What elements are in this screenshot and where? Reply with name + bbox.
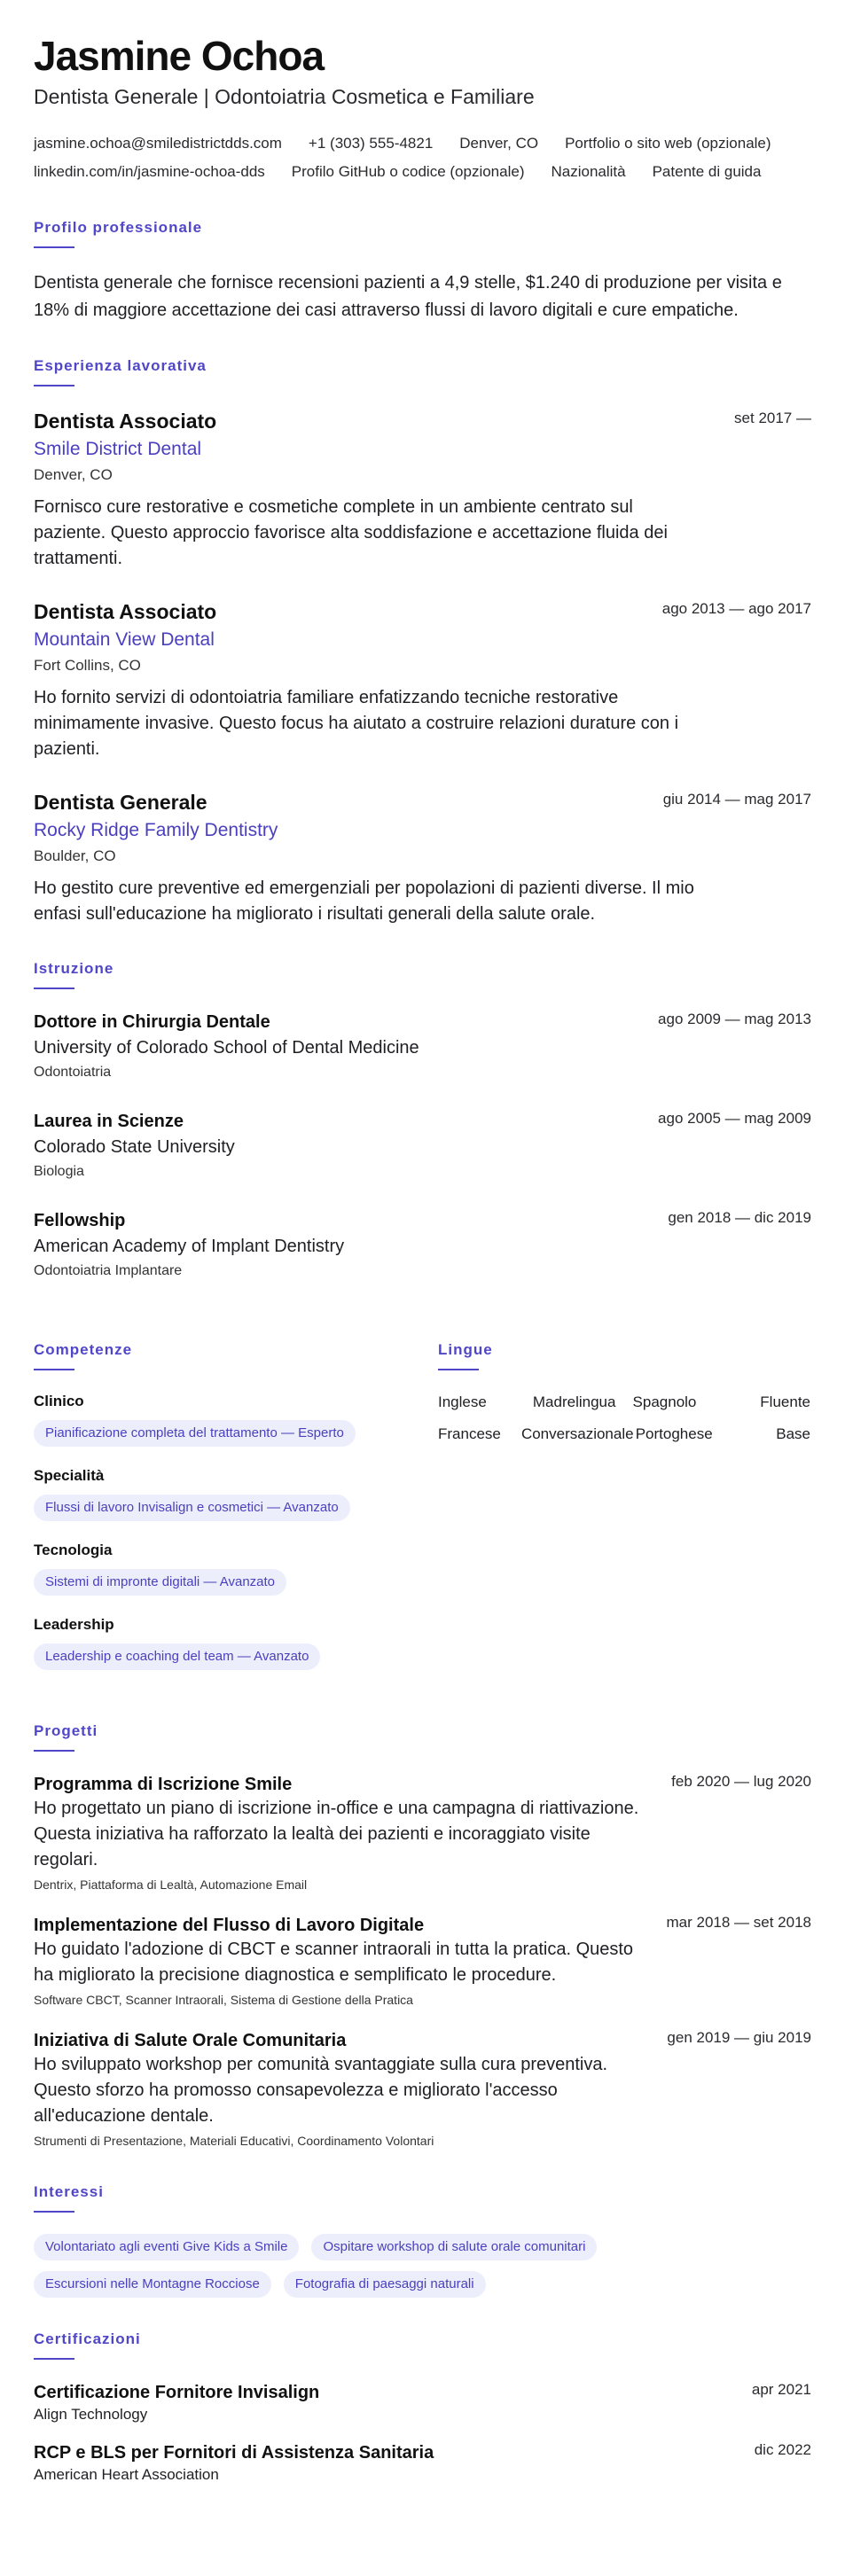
language-name: Francese — [438, 1425, 501, 1442]
skills-languages-row — [34, 1308, 811, 1690]
project-date: gen 2019 — giu 2019 — [667, 2029, 811, 2046]
education-item — [34, 1110, 811, 1183]
section-title: Istruzione — [34, 960, 114, 977]
skill-group — [34, 1541, 362, 1596]
language-name: Inglese — [438, 1393, 487, 1410]
contact-github[interactable]: Profilo GitHub o codice (opzionale) — [291, 163, 525, 180]
skills-section — [34, 1308, 362, 1690]
company-name: Mountain View Dental — [34, 629, 215, 650]
project-title: Iniziativa di Salute Orale Comunitaria — [34, 2031, 347, 2050]
job-location: Boulder, CO — [34, 847, 116, 864]
skill-category: Specialità — [34, 1467, 105, 1484]
interest-chip: Fotografia di paesaggi naturali — [284, 2271, 486, 2298]
contact-phone[interactable]: +1 (303) 555-4821 — [308, 135, 434, 152]
contact-location: Denver, CO — [459, 135, 539, 152]
section-title: Certificazioni — [34, 2330, 141, 2347]
job-description: Fornisco cure restorative e cosmetiche complete in un ambiente centrato sul paziente. Questo approccio favorisce alta soddisfazione e accettazione fluida dei trattamenti. — [34, 497, 668, 568]
language-name: Spagnolo — [632, 1393, 697, 1410]
education-item — [34, 1209, 811, 1282]
project-item — [34, 1914, 811, 2010]
school-name: Colorado State University — [34, 1137, 235, 1157]
education-date: ago 2009 — mag 2013 — [658, 1011, 811, 1027]
section-title: Progetti — [34, 1722, 98, 1739]
contact-license: Patente di guida — [652, 163, 762, 180]
job-title: Dentista Associato — [34, 410, 217, 433]
project-title: Implementazione del Flusso di Lavoro Digitale — [34, 1916, 425, 1935]
job-title: Dentista Generale — [34, 791, 207, 814]
certification-issuer: Align Technology — [34, 2406, 148, 2423]
certification-name: Certificazione Fornitore Invisalign — [34, 2383, 320, 2402]
skill-category: Tecnologia — [34, 1542, 113, 1558]
certification-date: dic 2022 — [754, 2441, 811, 2458]
language-level: Base — [776, 1425, 810, 1442]
contact-row — [34, 129, 811, 158]
interest-chip: Volontariato agli eventi Give Kids a Smile — [34, 2234, 299, 2260]
section-divider — [34, 987, 74, 989]
contact-row — [34, 158, 811, 186]
certification-date: apr 2021 — [751, 2381, 811, 2398]
section-divider — [34, 385, 74, 386]
experience-item — [34, 598, 811, 762]
experience-item — [34, 408, 811, 572]
experience-date: ago 2013 — ago 2017 — [661, 600, 811, 617]
skill-category: Clinico — [34, 1393, 84, 1409]
experience-section — [34, 356, 811, 927]
language-name: Portoghese — [635, 1425, 713, 1442]
field-of-study: Odontoiatria Implantare — [34, 1263, 183, 1278]
project-title: Programma di Iscrizione Smile — [34, 1775, 293, 1794]
certification-item — [34, 2381, 811, 2425]
contact-portfolio[interactable]: Portfolio o sito web (opzionale) — [565, 135, 771, 152]
job-location: Fort Collins, CO — [34, 657, 141, 674]
language-row — [438, 1392, 810, 1413]
candidate-name: Jasmine Ochoa — [34, 33, 325, 79]
projects-section — [34, 1721, 811, 2151]
language-level: Fluente — [760, 1393, 810, 1410]
project-tech: Dentrix, Piattaforma di Lealtà, Automazione Email — [34, 1877, 308, 1892]
skill-chip: Leadership e coaching del team — Avanzato — [34, 1643, 320, 1670]
languages-section — [438, 1308, 810, 1690]
experience-item — [34, 789, 811, 927]
degree-name: Dottore in Chirurgia Dentale — [34, 1012, 270, 1032]
project-item — [34, 1773, 811, 1894]
skill-chip: Flussi di lavoro Invisalign e cosmetici — Avanzato — [34, 1495, 350, 1521]
skill-group — [34, 1615, 362, 1670]
project-item — [34, 2029, 811, 2151]
language-level: Conversazionale — [520, 1425, 634, 1442]
certifications-section — [34, 2330, 811, 2486]
project-tech: Software CBCT, Scanner Intraorali, Sistema di Gestione della Pratica — [34, 1993, 413, 2007]
field-of-study: Odontoiatria — [34, 1065, 112, 1080]
section-title: Lingue — [438, 1341, 493, 1358]
contact-linkedin[interactable]: linkedin.com/in/jasmine-ochoa-dds — [34, 163, 265, 180]
school-name: American Academy of Implant Dentistry — [34, 1237, 345, 1256]
candidate-headline: Dentista Generale | Odontoiatria Cosmetica e Familiare — [34, 85, 535, 108]
section-title: Esperienza lavorativa — [34, 357, 207, 374]
section-title: Competenze — [34, 1341, 133, 1358]
degree-name: Fellowship — [34, 1211, 126, 1230]
project-description: Ho sviluppato workshop per comunità svantaggiate sulla cura preventiva. Questo sforzo ha promosso consapevolezza e migliorato l'accesso all'educazione dentale. — [34, 2055, 608, 2126]
education-date: ago 2005 — mag 2009 — [658, 1110, 811, 1127]
experience-date: set 2017 — — [734, 410, 811, 426]
language-row — [438, 1424, 810, 1445]
interests-section — [34, 2182, 811, 2298]
interest-list — [34, 2234, 654, 2298]
education-item — [34, 1011, 811, 1083]
project-date: mar 2018 — set 2018 — [666, 1914, 811, 1931]
project-description: Ho guidato l'adozione di CBCT e scanner intraorali in tutta la pratica. Questo ha migliorato la precisione diagnostica e semplificato le procedure. — [34, 1940, 634, 1985]
section-divider — [34, 2358, 74, 2360]
interest-chip: Escursioni nelle Montagne Rocciose — [34, 2271, 271, 2298]
section-divider — [34, 246, 74, 248]
job-description: Ho fornito servizi di odontoiatria familiare enfatizzando tecniche restorative minimamente invasive. Questo focus ha aiutato a costruire relazioni durature con i pazienti. — [34, 688, 679, 759]
job-description: Ho gestito cure preventive ed emergenziali per popolazioni di pazienti diverse. Il mio enfasi sull'educazione ha migliorato i risultati generali della salute orale. — [34, 878, 694, 924]
company-name: Smile District Dental — [34, 439, 202, 459]
field-of-study: Biologia — [34, 1164, 84, 1179]
contact-nationality: Nazionalità — [551, 163, 626, 180]
project-tech: Strumenti di Presentazione, Materiali Educativi, Coordinamento Volontari — [34, 2134, 434, 2148]
resume-header — [34, 34, 811, 186]
project-date: feb 2020 — lug 2020 — [671, 1773, 811, 1790]
section-divider — [438, 1369, 479, 1370]
certification-issuer: American Heart Association — [34, 2466, 219, 2483]
interest-chip: Ospitare workshop di salute orale comunitari — [311, 2234, 597, 2260]
experience-date: giu 2014 — mag 2017 — [662, 791, 811, 808]
company-name: Rocky Ridge Family Dentistry — [34, 820, 278, 840]
summary-text: Dentista generale che fornisce recensioni pazienti a 4,9 stelle, $1.240 di produzione per visita e 18% di maggiore accettazione dei casi attraverso flussi di lavoro digitali e cure empatiche. — [34, 273, 782, 320]
education-section — [34, 959, 811, 1282]
skill-chip: Pianificazione completa del trattamento — Esperto — [34, 1420, 356, 1447]
degree-name: Laurea in Scienze — [34, 1112, 184, 1131]
project-description: Ho progettato un piano di iscrizione in-office e una campagna di riattivazione. Questa iniziativa ha rafforzato la lealtà dei pazienti e incoraggiato visite regolari. — [34, 1799, 639, 1870]
section-title: Interessi — [34, 2183, 104, 2200]
certification-item — [34, 2441, 811, 2486]
skill-chip: Sistemi di impronte digitali — Avanzato — [34, 1569, 286, 1596]
job-title: Dentista Associato — [34, 600, 217, 623]
section-title: Profilo professionale — [34, 219, 203, 236]
summary-section — [34, 218, 811, 324]
skill-group — [34, 1466, 362, 1521]
job-location: Denver, CO — [34, 466, 113, 483]
skill-category: Leadership — [34, 1616, 114, 1633]
certification-name: RCP e BLS per Fornitori di Assistenza Sanitaria — [34, 2443, 434, 2463]
language-level: Madrelingua — [532, 1393, 616, 1410]
education-date: gen 2018 — dic 2019 — [668, 1209, 811, 1226]
school-name: University of Colorado School of Dental Medicine — [34, 1038, 419, 1058]
section-divider — [34, 1369, 74, 1370]
section-divider — [34, 1750, 74, 1752]
section-divider — [34, 2211, 74, 2213]
contact-email[interactable]: jasmine.ochoa@smiledistrictdds.com — [34, 135, 282, 152]
skill-group — [34, 1392, 362, 1447]
contact-info — [34, 129, 811, 186]
